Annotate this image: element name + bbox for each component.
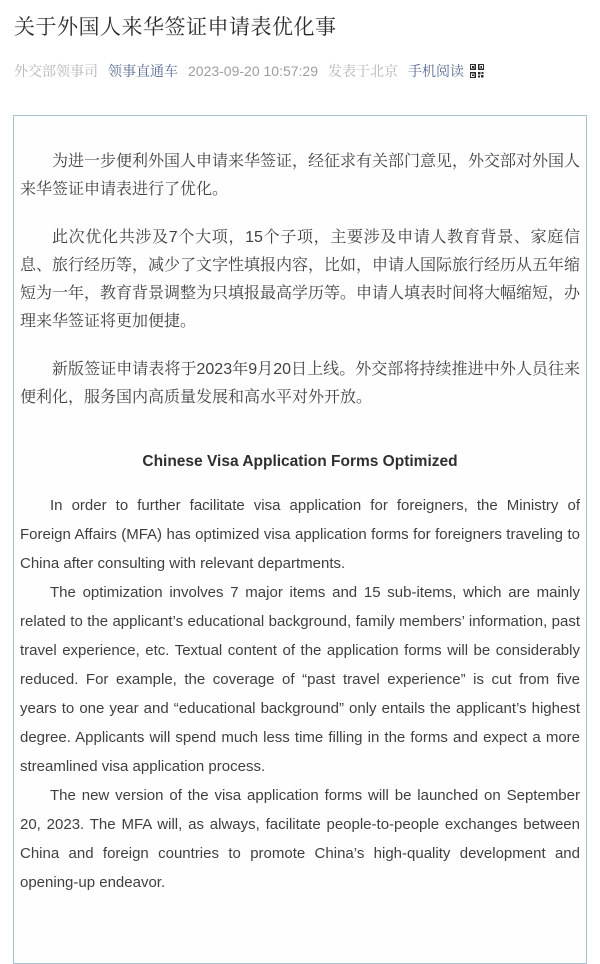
en-paragraph-2: The optimization involves 7 major items and 15 sub-items, which are mainly related to the applicant’s educational background, family members’ information, past travel experience, etc. Textual content of the application forms will be considerably reduced. For example, the coverage of “past travel experience” is cut from five years to one year and “educational background” only entails the applicant’s highest degree. Applicants will spend much less time filling in the forms and expect a more streamlined visa application process. <box>20 584 580 775</box>
en-paragraph-3: The new version of the visa application forms will be launched on September 20, 2023. The MFA will, as always, facilitate people-to-people exchanges between China and foreign countries to promote China’s high-quality development and opening-up endeavor. <box>20 787 580 891</box>
author-name: 外交部领事司 <box>14 63 98 79</box>
page-title: 关于外国人来华签证申请表优化事 <box>14 16 337 39</box>
account-link[interactable]: 领事直通车 <box>108 63 178 79</box>
publish-location: 发表于北京 <box>328 63 398 79</box>
publish-timestamp: 2023-09-20 10:57:29 <box>188 63 318 79</box>
qr-code-icon[interactable] <box>470 64 484 78</box>
cn-paragraph-3: 新版签证申请表将于2023年9月20日上线。外交部将持续推进中外人员往来便利化，服务国内高质量发展和高水平对外开放。 <box>20 361 580 406</box>
cn-paragraph-2: 此次优化共涉及7个大项，15个子项，主要涉及申请人教育背景、家庭信息、旅行经历等，减少了文字性填报内容，比如，申请人国际旅行经历从五年缩短为一年，教育背景调整为只填报最高学历等。申请人填表时间将大幅缩短，办理来华签证将更加便捷。 <box>20 229 581 330</box>
en-paragraph-1: In order to further facilitate visa application for foreigners, the Ministry of Foreign Affairs (MFA) has optimized visa application forms for foreigners traveling to China after consulting with relevant departments. <box>20 497 580 572</box>
notice-box <box>13 115 587 964</box>
article-meta <box>14 62 586 80</box>
cn-paragraph-1: 为进一步便利外国人申请来华签证，经征求有关部门意见，外交部对外国人来华签证申请表进行了优化。 <box>20 153 581 198</box>
article-page <box>0 13 600 943</box>
mobile-read-link[interactable]: 手机阅读 <box>408 63 464 79</box>
english-heading: Chinese Visa Application Forms Optimized <box>142 453 458 470</box>
